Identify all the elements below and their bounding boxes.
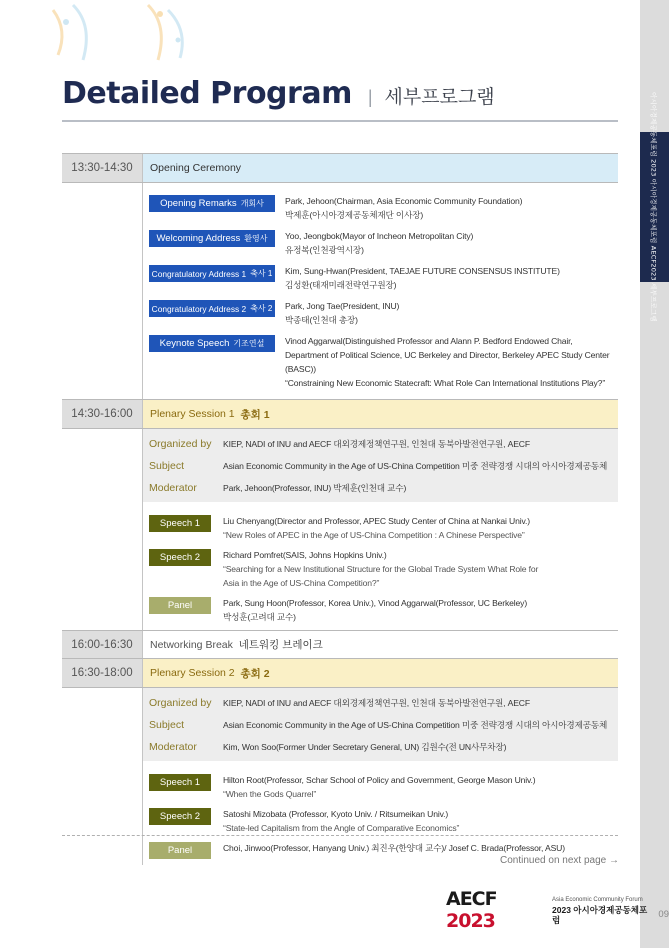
time-slot: 14:30-16:00 [62, 400, 143, 428]
opening-items [143, 183, 618, 399]
program-item: Congratulatory Address 1 축사 1 Kim, Sung-Hwan(President, TAEJAE FUTURE CONSENSUS INSTITUTE) 김성환(태재미래전략연구원장) [149, 264, 618, 292]
panel-badge: Panel [149, 597, 211, 614]
page-title: Detailed Program [62, 76, 352, 111]
page-title-korean: 세부프로그램 [384, 86, 495, 108]
forum-name-ko: 2023 아시아경제공동체포럼 [552, 905, 648, 925]
table-end-rule [62, 835, 618, 836]
aecf-logo: AECF 2023 [446, 888, 497, 932]
plenary2-body [62, 687, 618, 865]
program-item: Speech 1 Hilton Root(Professor, Schar School of Policy and Government, George Mason Univ.) “When the Gods Quarrel” [149, 773, 618, 801]
page-number: 09 [658, 908, 669, 920]
session-title: Opening Ceremony [143, 154, 618, 182]
session-title: Networking Break 네트워킹 브레이크 [143, 631, 618, 658]
time-slot: 16:30-18:00 [62, 659, 143, 687]
role-badge: Congratulatory Address 2 축사 2 [149, 300, 275, 317]
opening-body [62, 182, 618, 399]
program-item: Welcoming Address 환영사 Yoo, Jeongbok(Mayor of Incheon Metropolitan City) 유정복(인천광역시장) [149, 229, 618, 257]
forum-name-en: Asia Economic Community Forum [552, 897, 643, 903]
time-slot: 16:00-16:30 [62, 631, 143, 658]
speech-badge: Speech 1 [149, 774, 211, 791]
role-badge: Keynote Speech 기조연설 [149, 335, 275, 352]
session-title: Plenary Session 2 총회 2 [143, 659, 618, 687]
plenary1-body [62, 428, 618, 630]
footer-logo [446, 888, 669, 932]
program-item: Panel Park, Sung Hoon(Professor, Korea Univ.), Vinod Aggarwal(Professor, UC Berkeley) 박성훈(고려대 교수) [149, 596, 618, 624]
session-title: Plenary Session 1 총회 1 [143, 400, 618, 428]
program-item: Speech 1 Liu Chenyang(Director and Professor, APEC Study Center of China at Nankai Univ.) “New Roles of APEC in the Age of US-China Competition : A Chinese Perspective” [149, 514, 618, 542]
session-info: Organized by KIEP, NADI of INU and AECF 대외경제정책연구원, 인천대 동북아발전연구원, AECF Subject Asian Economic Community in the Age of US-China Competition 미중 전략경쟁 시대의 아시아경제공동체 Moderator Park, Jehoon(Professor, INU) 박제훈(인천대 교수) [143, 429, 618, 502]
program-item: Panel Choi, Jinwoo(Professor, Hanyang Univ.) 최진우(한양대 교수)/ Josef C. Brada(Professor, ASU) [149, 841, 618, 859]
plenary2-header-row [62, 658, 618, 687]
side-tab-text: 아시아경제공동체포럼 2023 아시아경제공동체포럼 AECF2023 세부프로그램 [649, 92, 658, 322]
program-item: Speech 2 Satoshi Mizobata (Professor, Kyoto Univ. / Ritsumeikan Univ.) “State-led Capitalism from the Angle of Comparative Economics” [149, 807, 618, 835]
speech-badge: Speech 2 [149, 549, 211, 566]
panel-badge: Panel [149, 842, 211, 859]
speech-list [149, 502, 618, 624]
plenary1-header-row [62, 399, 618, 428]
program-table [62, 153, 618, 865]
role-badge: Welcoming Address 환영사 [149, 230, 275, 247]
program-item: Keynote Speech 기조연설 Vinod Aggarwal(Distinguished Professor and Alann P. Bedford Endowed Chair, Department of Political Science, UC Berkeley and Director, Berkeley APEC Study Center (BASC)) “Constraining New Economic Statecraft: What Role Can International Institutions Play?” [149, 334, 618, 390]
continued-note: Continued on next page → [500, 855, 619, 866]
page-header [62, 76, 495, 111]
speech-list [149, 761, 618, 859]
session-info: Organized by KIEP, NADI of INU and AECF 대외경제정책연구원, 인천대 동북아발전연구원, AECF Subject Asian Economic Community in the Age of US-China Competition 미중 전략경쟁 시대의 아시아경제공동체 Moderator Kim, Won Soo(Former Under Secretary General, UN) 김원수(전 UN사무차장) [143, 688, 618, 761]
speech-badge: Speech 1 [149, 515, 211, 532]
program-item: Speech 2 Richard Pomfret(SAIS, Johns Hopkins Univ.) “Searching for a New Institutional Structure for the Global Trade System What Role for Asia in the Age of US-China Competition?” [149, 548, 618, 590]
speech-badge: Speech 2 [149, 808, 211, 825]
role-badge: Congratulatory Address 1 축사 1 [149, 265, 275, 282]
decorative-pattern [48, 0, 198, 70]
title-rule [62, 120, 618, 122]
break-row [62, 630, 618, 658]
program-item: Congratulatory Address 2 축사 2 Park, Jong Tae(President, INU) 박종태(인천대 총장) [149, 299, 618, 327]
role-badge: Opening Remarks 개회사 [149, 195, 275, 212]
program-item: Opening Remarks 개회사 Park, Jehoon(Chairman, Asia Economic Community Foundation) 박제훈(아시아경제공동체재단 이사장) [149, 194, 618, 222]
title-separator: | [367, 87, 373, 107]
opening-header-row [62, 153, 618, 182]
time-slot: 13:30-14:30 [62, 154, 143, 182]
